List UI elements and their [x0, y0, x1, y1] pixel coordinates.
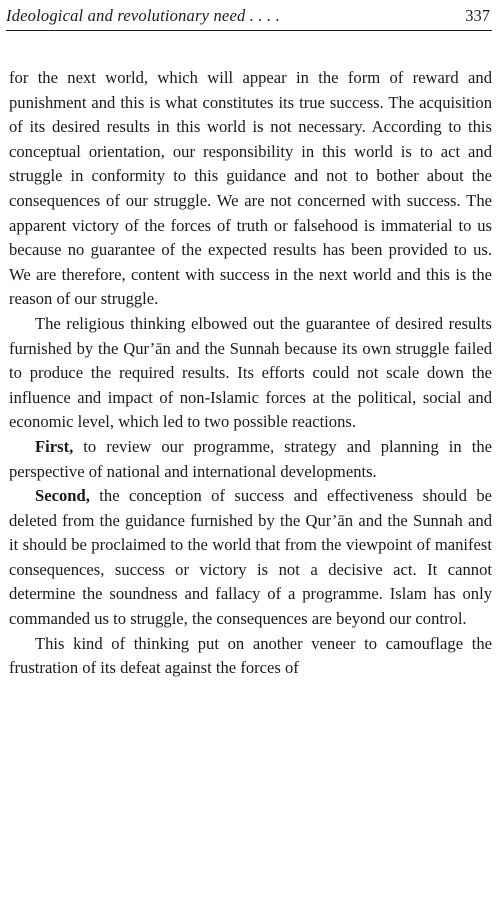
paragraph-lead-word: Second,: [35, 486, 90, 506]
paragraph-text: for the next world, which will appear in the form of reward and punishment and this is what constitutes its true success. The acquisition of its desired results in this world is not necessary. According to this conceptual orientation, our responsibility in this world is to act and struggle in conformity to this guidance and not to bother about the consequences of our struggle. We are not concerned with success. The apparent victory of the forces of truth or falsehood is immaterial to us because no guarantee of the expected results has been provided to us. We are therefore, content with success in the next world and this is the reason of our struggle.: [9, 68, 492, 309]
paragraph-first-reaction: [9, 435, 492, 484]
paragraph-religious-thinking: [9, 312, 492, 435]
running-title: Ideological and revolutionary need . . . .: [6, 6, 281, 25]
paragraph-lead-word: First,: [35, 436, 74, 456]
paragraph-text: The religious thinking elbowed out the guarantee of desired results furnished by the Qur’ān and the Sunnah because its own struggle failed to produce the required results. Its efforts could not scale down the influence and impact of non-Islamic forces at the political, social and economic level, which led to two possible reactions.: [9, 313, 492, 432]
page-number: 337: [465, 6, 490, 25]
body-text: [9, 66, 492, 681]
paragraph-text: to review our programme, strategy and planning in the perspective of national and international developments.: [9, 436, 492, 481]
paragraph-text: the conception of success and effectiveness should be deleted from the guidance furnished by the Qur’ān and the Sunnah and it should be proclaimed to the world that from the viewpoint of manifest consequences, success or victory is not a decisive act. It cannot determine the soundness and fallacy of a programme. Islam has only commanded us to struggle, the consequences are beyond our control.: [9, 486, 492, 629]
running-header: [6, 4, 492, 31]
paragraph-veneer: [9, 632, 492, 681]
paragraph-text: This kind of thinking put on another veneer to camouflage the frustration of its defeat against the forces of: [9, 633, 492, 678]
paragraph-second-reaction: [9, 484, 492, 632]
paragraph-continuation: [9, 66, 492, 312]
